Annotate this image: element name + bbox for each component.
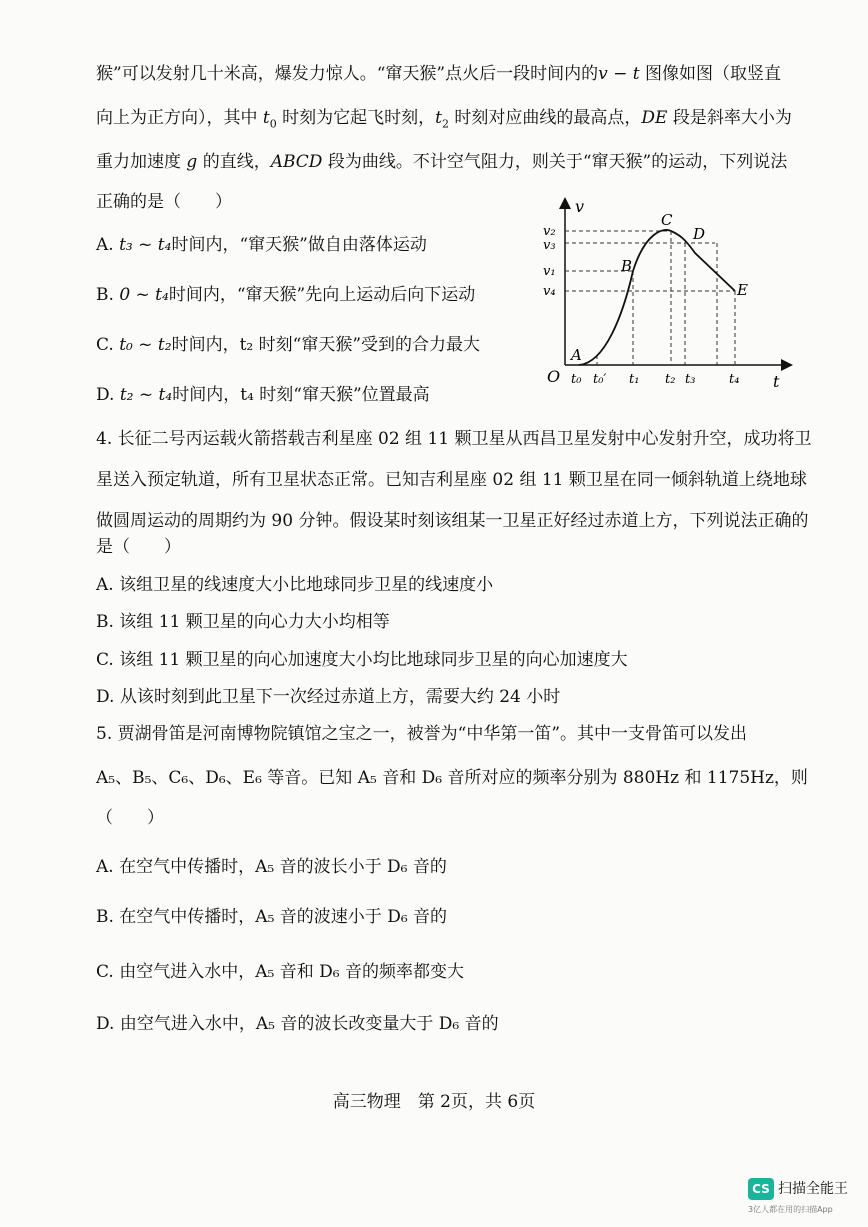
q3-option-c: C. t₀ ~ t₂时间内，t₂ 时刻“窜天猴”受到的合力最大: [96, 335, 481, 355]
q3-line-4: 正确的是（ ）: [96, 192, 232, 212]
point-A: A: [571, 346, 582, 364]
point-C: C: [661, 211, 673, 229]
q3-option-d: D. t₂ ~ t₄时间内，t₄ 时刻“窜天猴”位置最高: [96, 385, 430, 405]
t4-label: t₄: [729, 372, 740, 387]
q3-line-2: 向上为正方向），其中 $t_0$ 时刻为它起飞时刻，$t_2$ 时刻对应曲线的最高点，DE 段是斜率大小为: [96, 108, 792, 131]
q4-line-4: 是（ ）: [96, 537, 181, 557]
vt-curve: [579, 230, 735, 365]
t1-label: t₁: [629, 372, 640, 387]
q4-option-a: A. 该组卫星的线速度大小比地球同步卫星的线速度小: [96, 575, 494, 595]
scanner-app-name: 扫描全能王: [778, 1181, 848, 1197]
q5-line-3: （ ）: [96, 808, 164, 828]
t-axis-label: t: [773, 372, 780, 391]
origin-label: O: [547, 367, 561, 386]
q5-option-c: C. 由空气进入水中，A₅ 音和 D₆ 音的频率都变大: [96, 962, 464, 982]
point-labels: [569, 211, 748, 364]
point-B: B: [621, 257, 633, 275]
v1-label: v₁: [543, 264, 556, 279]
q3-line-3: 重力加速度 g 的直线，ABCD 段为曲线。不计空气阻力，则关于“窜天猴”的运动，下列说法: [96, 152, 788, 172]
q5-line-1: 5. 贾湖骨笛是河南博物院镇馆之宝之一，被誉为“中华第一笛”。其中一支骨笛可以发出: [96, 724, 748, 744]
t3-label: t₃: [685, 372, 696, 387]
v2-label: v₂: [543, 224, 556, 239]
q3-line-1: 猴”可以发射几十米高，爆发力惊人。“窜天猴”点火后一段时间内的v − t 图像如图（取竖直: [96, 64, 781, 84]
t-labels: [571, 372, 739, 387]
v3-label: v₃: [543, 238, 556, 253]
point-D: D: [693, 225, 706, 243]
q3-option-b: B. 0 ~ t₄时间内，“窜天猴”先向上运动后向下运动: [96, 285, 476, 305]
page-footer: 高三物理 第 2页，共 6页: [332, 1092, 536, 1112]
scanner-slogan: 3亿人都在用的扫描App: [748, 1205, 833, 1214]
vt-graph: [535, 195, 795, 395]
q4-line-1: 4. 长征二号丙运载火箭搭载吉利星座 02 组 11 颗卫星从西昌卫星发射中心发射升空，成功将卫: [96, 429, 812, 449]
t0prime-label: t₀′: [593, 372, 607, 387]
q4-option-b: B. 该组 11 颗卫星的向心力大小均相等: [96, 612, 390, 632]
q4-option-d: D. 从该时刻到此卫星下一次经过赤道上方，需要大约 24 小时: [96, 687, 561, 707]
v-axis-label: v: [575, 197, 585, 216]
guide-lines: [565, 231, 735, 365]
q5-line-2: A₅、B₅、C₆、D₆、E₆ 等音。已知 A₅ 音和 D₆ 音所对应的频率分别为 880Hz 和 1175Hz，则: [96, 768, 808, 788]
q3-option-a: A. t₃ ~ t₄时间内，“窜天猴”做自由落体运动: [96, 235, 427, 255]
q5-option-a: A. 在空气中传播时，A₅ 音的波长小于 D₆ 音的: [96, 857, 447, 877]
camscanner-logo-icon: CS: [748, 1178, 774, 1200]
q4-line-3: 做圆周运动的周期约为 90 分钟。假设某时刻该组某一卫星正好经过赤道上方，下列说法正确的: [96, 511, 809, 531]
t0-label: t₀: [571, 372, 582, 387]
q4-line-2: 星送入预定轨道，所有卫星状态正常。已知吉利星座 02 组 11 颗卫星在同一倾斜轨道上绕地球: [96, 470, 807, 490]
v-labels: [543, 224, 556, 299]
q5-option-d: D. 由空气进入水中，A₅ 音的波长改变量大于 D₆ 音的: [96, 1014, 499, 1034]
point-E: E: [737, 281, 748, 299]
t2-label: t₂: [665, 372, 676, 387]
q4-option-c: C. 该组 11 颗卫星的向心加速度大小均比地球同步卫星的向心加速度大: [96, 650, 628, 670]
q5-option-b: B. 在空气中传播时，A₅ 音的波速小于 D₆ 音的: [96, 907, 448, 927]
v4-label: v₄: [543, 284, 556, 299]
